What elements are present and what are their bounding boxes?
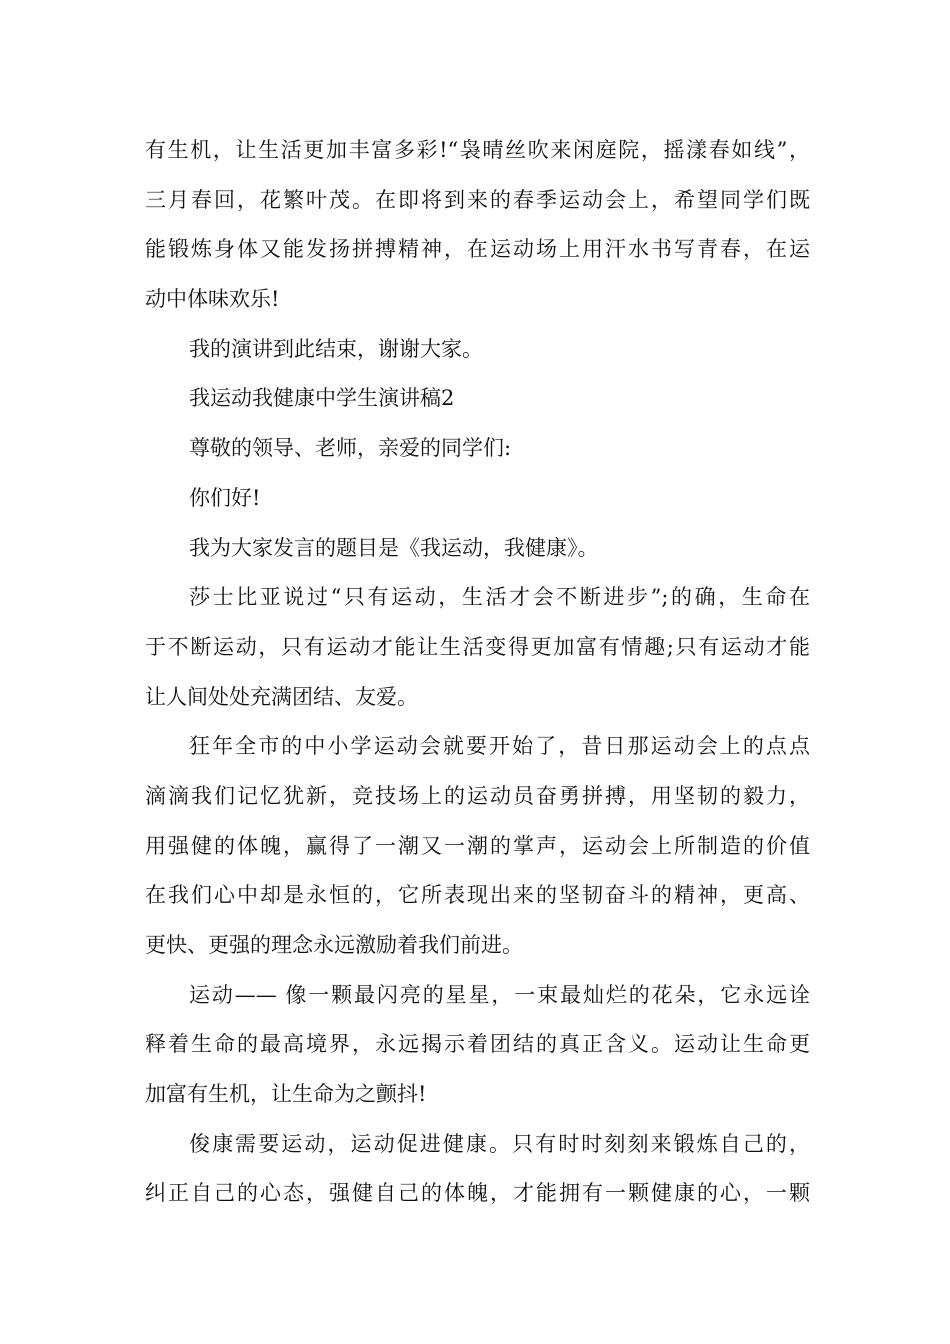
text-line: 狂年全市的中小学运动会就要开始了，昔日那运动会上的点点 [189, 734, 810, 759]
body-text [145, 126, 810, 1219]
text-line: 更快、更强的理念永远激励着我们前进。 [145, 933, 523, 957]
text-line: 有生机，让生活更加丰富多彩!“袅晴丝吹来闲庭院，摇漾春如线”， [145, 138, 810, 162]
text-line: 纠正自己的心态，强健自己的体魄，才能拥有一颗健康的心，一颗 [145, 1181, 810, 1206]
text-line: 动中体味欢乐! [145, 287, 280, 312]
text-line: 于不断运动，只有运动才能让生活变得更加富有情趣;只有运动才能 [145, 634, 810, 659]
text-line: 释着生命的最高境界，永远揭示着团结的真正含义。运动让生命更 [145, 1032, 810, 1057]
text-line: 能锻炼身体又能发扬拼搏精神，在运动场上用汗水书写青春，在运 [145, 237, 810, 262]
text-line: 俊康需要运动，运动促进健康。只有时时刻刻来锻炼自己的， [189, 1131, 810, 1156]
text-line: 我运动我健康中学生演讲稿2 [189, 386, 455, 411]
text-line: 三月春回，花繁叶茂。在即将到来的春季运动会上，希望同学们既 [145, 187, 810, 212]
text-line: 我为大家发言的题目是《我运动，我健康》。 [189, 535, 599, 560]
text-line: 我的演讲到此结束，谢谢大家。 [189, 336, 483, 361]
text-line: 运动—— 像一颗最闪亮的星星，一束最灿烂的花朵，它永远诠 [189, 982, 810, 1007]
text-line: 在我们心中却是永恒的，它所表现出来的坚韧奋斗的精神，更高、 [145, 883, 810, 908]
text-line: 用强健的体魄，赢得了一潮又一潮的掌声，运动会上所制造的价值 [145, 833, 810, 858]
text-line: 让人间处处充满团结、友爱。 [145, 684, 418, 709]
text-line: 滴滴我们记忆犹新，竞技场上的运动员奋勇拼搏，用坚韧的毅力， [145, 783, 810, 808]
text-line: 尊敬的领导、老师，亲爱的同学们: [189, 436, 512, 461]
text-line: 莎士比亚说过“只有运动，生活才会不断进步”;的确，生命在 [189, 585, 810, 610]
text-line: 加富有生机，让生命为之颤抖! [145, 1082, 427, 1107]
text-line: 你们好! [189, 485, 261, 510]
